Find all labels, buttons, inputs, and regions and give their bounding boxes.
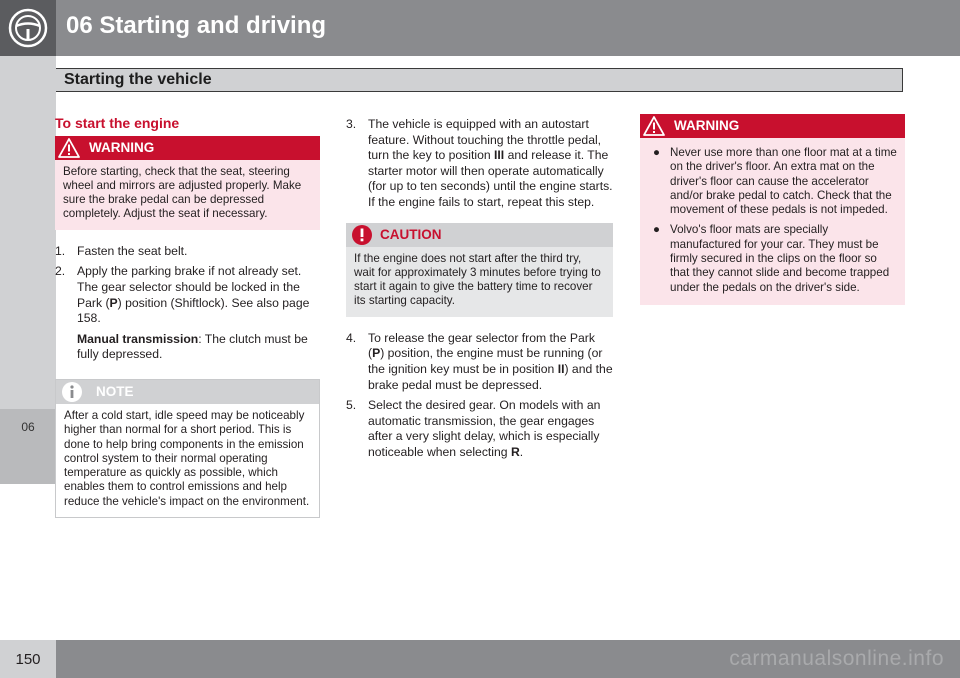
column-1 [55, 114, 320, 518]
caution-label: CAUTION [380, 226, 442, 242]
chapter-logo [0, 0, 56, 56]
manual-transmission-text: : The clutch must be fully depressed. [77, 331, 308, 362]
list-item [648, 146, 897, 217]
warning-label: WARNING [89, 139, 155, 155]
list-item [346, 117, 613, 211]
column-2 [346, 117, 613, 466]
gear-position-p: P [372, 346, 381, 361]
warning-box-seat [55, 136, 320, 230]
page-number-box [0, 640, 56, 678]
gear-position-r: R [510, 444, 520, 459]
chapter-tab-label: 06 [21, 420, 35, 434]
bullet-icon: ● [653, 223, 661, 237]
column-3 [640, 114, 905, 305]
list-item [346, 331, 613, 393]
page-header [0, 0, 960, 56]
warning-header [55, 136, 320, 160]
warning-label: WARNING [674, 118, 740, 133]
step-text: ) and the brake pedal must be depressed. [368, 361, 613, 392]
step-number: 1. [55, 243, 66, 258]
start-engine-heading: To start the engine [55, 115, 180, 131]
bullet-icon: ● [653, 146, 661, 159]
step-text: Fasten the seat belt. [77, 243, 188, 258]
section-title: Starting the vehicle [64, 71, 212, 88]
list-item [55, 244, 320, 260]
chapter-title: 06 Starting and driving [66, 12, 327, 39]
step-number: 3. [346, 117, 357, 131]
step-text: ) position (Shiftlock). See also page 158. [77, 295, 310, 326]
watermark: carmanualsonline.info [729, 647, 944, 670]
step-text: Select the desired gear. On models with an automatic transmission, the gear engages after a very slight delay, which is especially noticeable when selecting [368, 398, 601, 459]
list-item [55, 264, 320, 363]
page-number: 150 [15, 651, 41, 668]
step-text: and release it. The starter motor will then operate automatically (for up to ten seconds) until the engine starts. If the engine fails to start, repeat this step. [368, 148, 613, 209]
bullet-text: Never use more than one floor mat at a time on the driver's floor. An extra mat on the driver's floor can cause the accelerator and/or brake pedal to catch. Check that the movement of these pedals is not impeded. [670, 146, 897, 217]
chapter-side-tab [0, 56, 56, 484]
list-item [648, 223, 897, 294]
note-text: After a cold start, idle speed may be noticeably higher than normal for a short period. This is done to help bring components in the emission control system to their normal operating temperature as quickly as possible, which enables them to control emissions and help reduce the vehicle's impact on the environment. [56, 404, 319, 517]
step-number: 4. [346, 330, 357, 345]
step-text: . [519, 444, 524, 459]
steps-list-2 [346, 117, 613, 211]
steps-list-3 [346, 331, 613, 461]
caution-header [346, 223, 613, 247]
key-position-iii: III [494, 148, 505, 163]
warning-triangle-icon [58, 138, 80, 158]
caution-text: If the engine does not start after the third try, wait for approximately 3 minutes before trying to start it again to give the battery time to recover its starting capacity. [346, 247, 613, 317]
warning-triangle-icon [643, 116, 665, 136]
bullet-text: Volvo's floor mats are specially manufactured for your car. They must be firmly secured in the clips on the floor so that they cannot slide and become trapped under the pedals on the driver's side. [670, 223, 890, 294]
floor-mat-bullets [648, 146, 897, 295]
steps-list-1 [55, 244, 320, 363]
manual-transmission-note [77, 332, 320, 363]
note-label: NOTE [96, 383, 134, 399]
step-text: The vehicle is equipped with an autostart feature. Without touching the throttle pedal, turn the key to position [368, 117, 602, 163]
gear-position-p: P [109, 295, 118, 310]
step-text: To release the gear selector from the Park ( [368, 330, 595, 361]
step-text: ) position, the engine must be running (or the ignition key must be in position [368, 346, 603, 376]
note-header [56, 380, 319, 404]
warning-text: Before starting, check that the seat, steering wheel and mirrors are adjusted properly. Make sure the brake pedal can be depressed completely. Adjust the seat if necessary. [55, 160, 320, 230]
list-item [346, 398, 613, 460]
step-number: 2. [55, 264, 66, 279]
step-text: Apply the parking brake if not already set. The gear selector should be locked in the Park ( [77, 264, 302, 310]
steering-wheel-icon [7, 7, 49, 49]
warning-header [640, 114, 905, 138]
caution-icon [351, 224, 373, 246]
manual-transmission-label: Manual transmission [77, 331, 199, 346]
section-bar [55, 68, 903, 92]
step-number: 5. [346, 398, 357, 413]
warning-box-floor-mats [640, 114, 905, 305]
key-position-ii: II [557, 361, 565, 376]
page-footer [0, 640, 960, 678]
warning-body [640, 138, 905, 305]
note-box [55, 379, 320, 518]
info-icon [61, 381, 83, 403]
caution-box [346, 223, 613, 317]
